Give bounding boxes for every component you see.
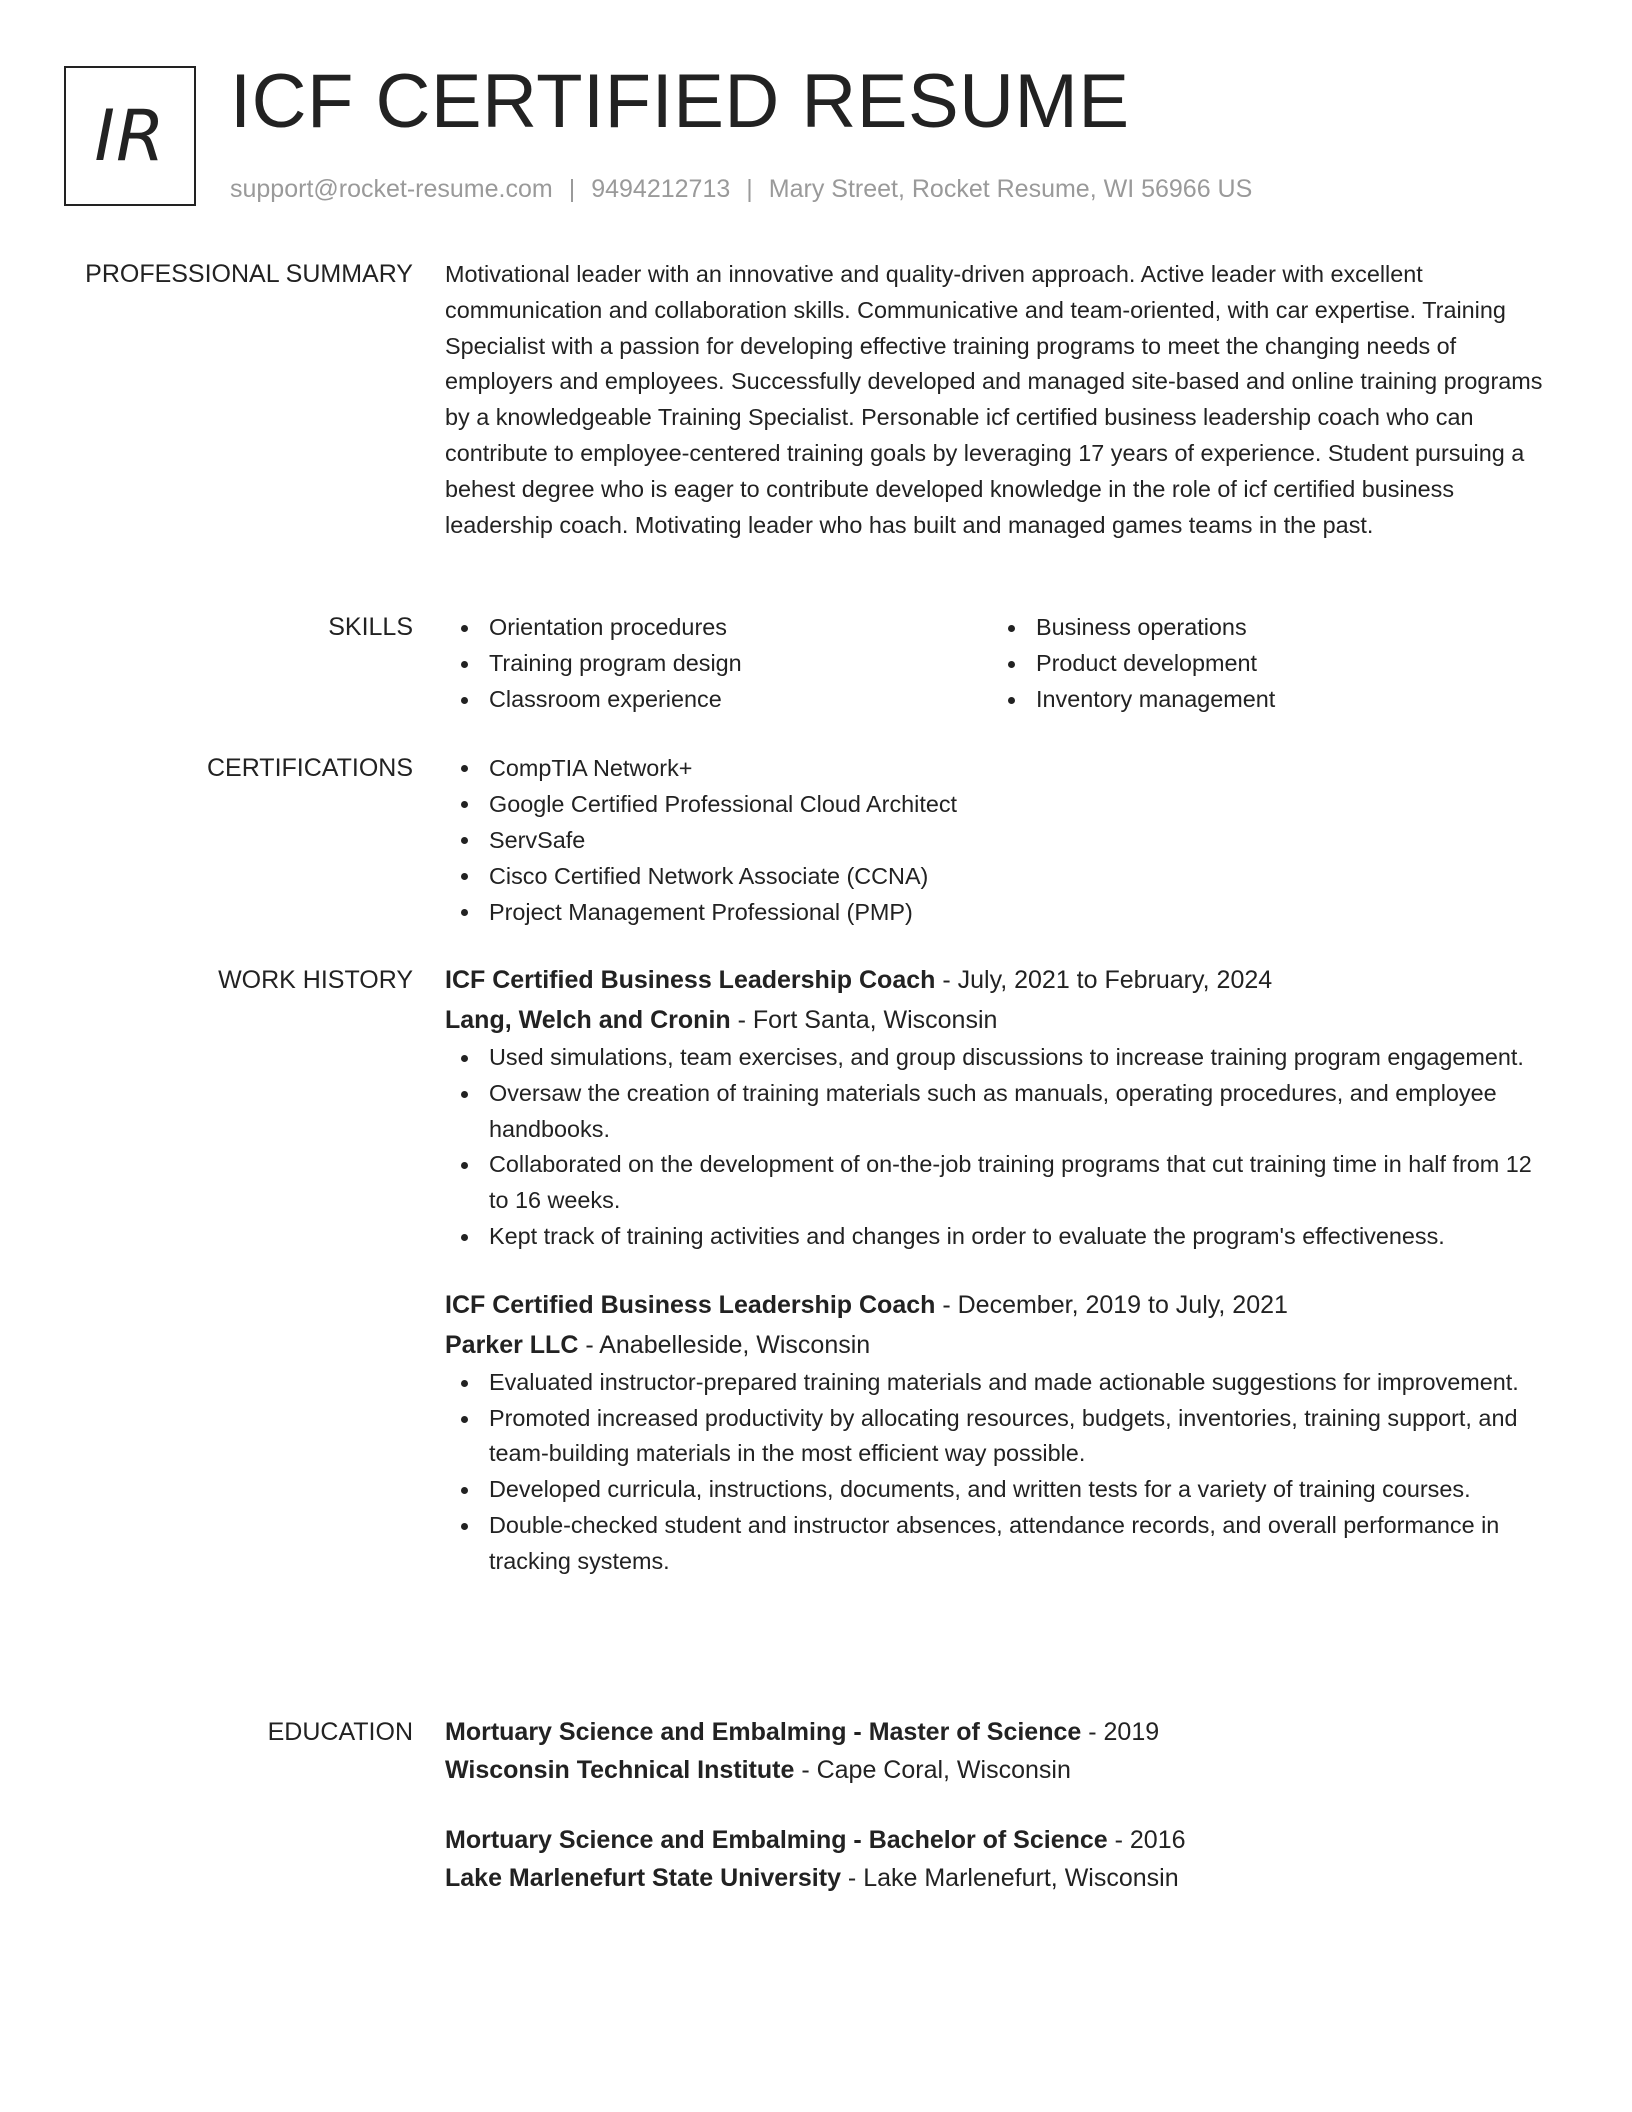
job-entry <box>445 960 1555 1255</box>
education-school-line <box>445 1751 1555 1789</box>
work-history-body <box>445 960 1555 1580</box>
job-company: Parker LLC <box>445 1330 579 1359</box>
contact-email: support@rocket-resume.com <box>230 175 553 203</box>
summary-body <box>445 257 1555 543</box>
job-location: - Anabelleside, Wisconsin <box>578 1330 871 1359</box>
job-duty-item: Developed curricula, instructions, documents, and written tests for a variety of training courses. <box>445 1472 1555 1508</box>
education-location: - Lake Marlenefurt, Wisconsin <box>840 1864 1179 1892</box>
education-degree: Mortuary Science and Embalming - Master of Science <box>445 1718 1082 1746</box>
job-duties-list <box>445 1040 1555 1255</box>
skill-item: Product development <box>992 646 1539 682</box>
summary-text: Motivational leader with an innovative and quality-driven approach. Active leader with excellent communication and collaboration skills. Communicative and team-oriented, with car expertise. Training Specialist with a passion for developing effective training programs to meet the changing needs of employers and employees. Successfully developed and managed site-based and online training programs by a knowledgeable Training Specialist. Personable icf certified business leadership coach who can contribute to employee-centered training goals by leveraging 17 years of experience. Student pursuing a behest degree who is eager to contribute developed knowledge in the role of icf certified business leadership coach. Motivating leader who has built and managed games teams in the past. <box>445 261 1543 538</box>
certification-item: CompTIA Network+ <box>445 750 1555 786</box>
education-degree-line <box>445 1821 1555 1859</box>
education-location: - Cape Coral, Wisconsin <box>794 1756 1071 1784</box>
section-label-skills: SKILLS <box>328 613 413 641</box>
certifications-list <box>445 750 1555 930</box>
skill-item: Classroom experience <box>445 682 992 718</box>
job-company-line <box>445 1325 1555 1365</box>
skills-list-left <box>445 610 992 717</box>
job-dates: - July, 2021 to February, 2024 <box>935 966 1273 994</box>
skill-item: Inventory management <box>992 682 1539 718</box>
education-entry <box>445 1821 1555 1897</box>
skills-body <box>445 610 1555 717</box>
education-degree: Mortuary Science and Embalming - Bachelor of Science <box>445 1826 1108 1854</box>
skills-list-right <box>992 610 1539 717</box>
skill-item: Orientation procedures <box>445 610 992 646</box>
job-duty-item: Double-checked student and instructor absences, attendance records, and overall performance in tracking systems. <box>445 1508 1555 1580</box>
skill-item: Training program design <box>445 646 992 682</box>
education-year: - 2019 <box>1081 1718 1160 1746</box>
education-year: - 2016 <box>1107 1826 1186 1854</box>
job-dates: - December, 2019 to July, 2021 <box>935 1290 1288 1319</box>
certification-item: Cisco Certified Network Associate (CCNA) <box>445 858 1555 894</box>
education-school: Wisconsin Technical Institute <box>445 1756 795 1784</box>
education-degree-line <box>445 1713 1555 1751</box>
contact-separator: | <box>746 175 753 203</box>
job-duty-item: Collaborated on the development of on-the-job training programs that cut training time in half from 12 to 16 weeks. <box>445 1147 1555 1219</box>
education-school: Lake Marlenefurt State University <box>445 1864 841 1892</box>
job-title-line <box>445 960 1555 1000</box>
job-title-line <box>445 1285 1555 1325</box>
contact-separator: | <box>568 175 576 203</box>
education-body <box>445 1713 1555 1897</box>
contact-phone: 9494212713 <box>591 175 731 203</box>
job-duty-item: Oversaw the creation of training materials such as manuals, operating procedures, and employee handbooks. <box>445 1076 1555 1148</box>
job-duties-list <box>445 1365 1555 1580</box>
job-location: - Fort Santa, Wisconsin <box>730 1006 998 1034</box>
job-title: ICF Certified Business Leadership Coach <box>445 1290 936 1319</box>
section-label-summary: PROFESSIONAL SUMMARY <box>85 260 413 288</box>
resume-title: ICF CERTIFIED RESUME <box>230 59 1130 144</box>
job-duty-item: Kept track of training activities and changes in order to evaluate the program's effectiveness. <box>445 1219 1555 1255</box>
contact-line <box>230 173 1252 205</box>
job-duty-item: Evaluated instructor-prepared training materials and made actionable suggestions for improvement. <box>445 1365 1555 1401</box>
certification-item: Google Certified Professional Cloud Architect <box>445 786 1555 822</box>
job-title: ICF Certified Business Leadership Coach <box>445 966 936 994</box>
job-duty-item: Promoted increased productivity by allocating resources, budgets, inventories, training support, and team-building materials in the most efficient way possible. <box>445 1401 1555 1473</box>
contact-address: Mary Street, Rocket Resume, WI 56966 US <box>768 175 1253 203</box>
job-entry <box>445 1285 1555 1580</box>
skill-item: Business operations <box>992 610 1539 646</box>
education-entry <box>445 1713 1555 1789</box>
certification-item: Project Management Professional (PMP) <box>445 894 1555 930</box>
section-label-education: EDUCATION <box>267 1718 413 1746</box>
education-school-line <box>445 1859 1555 1897</box>
section-label-work-history: WORK HISTORY <box>218 966 413 994</box>
certifications-body <box>445 750 1555 930</box>
section-label-certifications: CERTIFICATIONS <box>206 754 413 782</box>
job-company: Lang, Welch and Cronin <box>445 1006 731 1034</box>
monogram-logo: IR <box>64 66 196 206</box>
job-company-line <box>445 1000 1555 1040</box>
job-duty-item: Used simulations, team exercises, and group discussions to increase training program engagement. <box>445 1040 1555 1076</box>
certification-item: ServSafe <box>445 822 1555 858</box>
